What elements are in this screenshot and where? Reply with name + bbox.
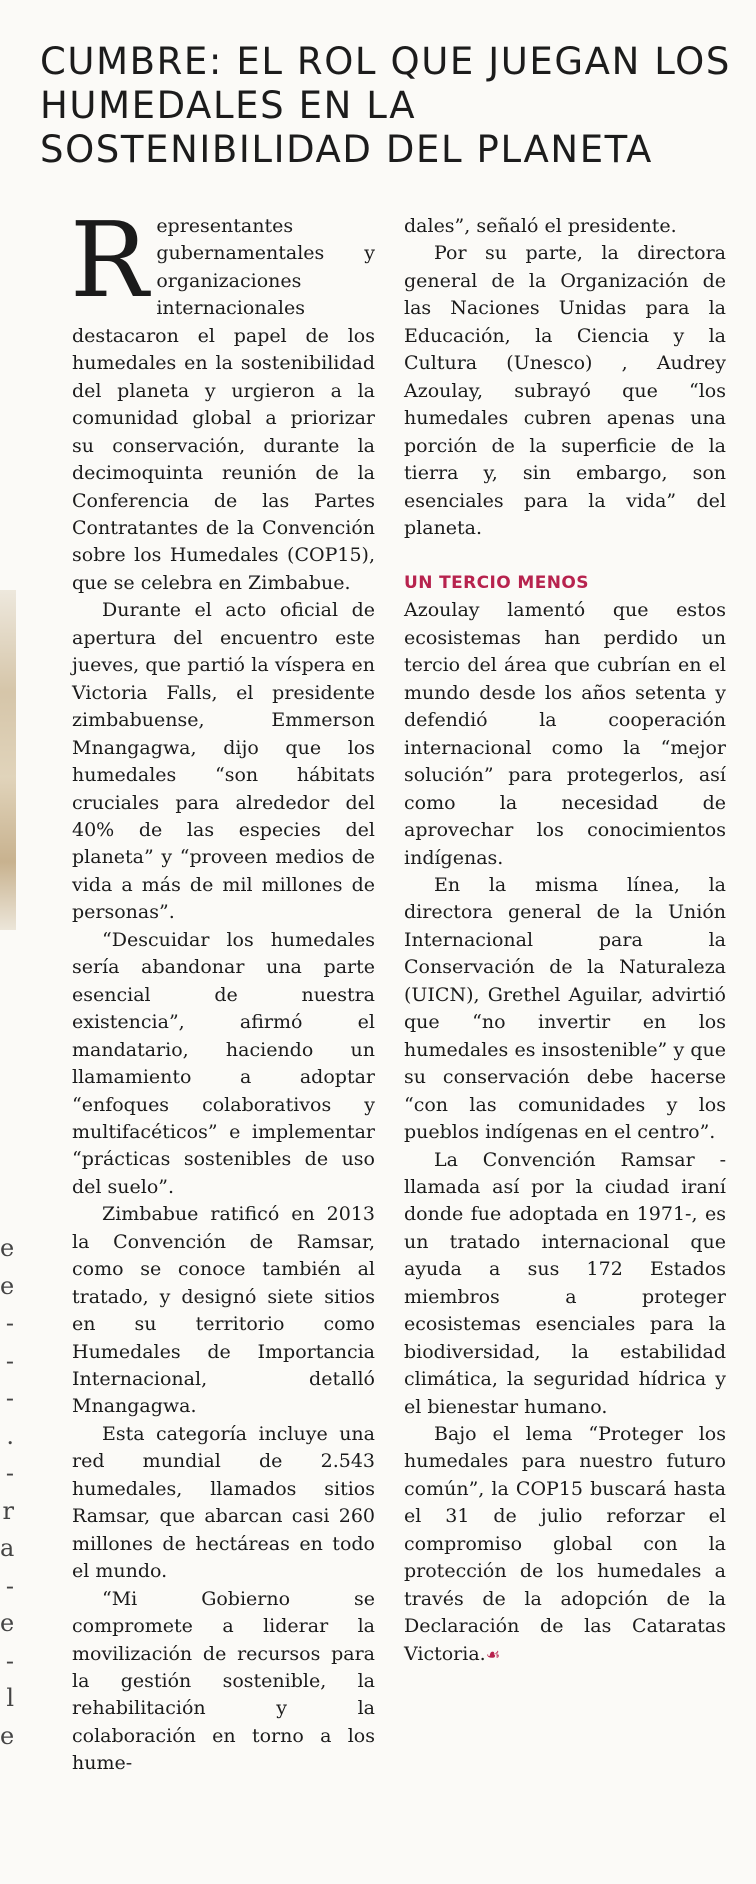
body-paragraph-continued: dales”, señaló el presidente. (404, 215, 677, 237)
edge-fragment: - (5, 1646, 14, 1675)
body-paragraph: Esta categoría incluye una red mundial de 2.543 humedales, llamados sitios Ramsar, que abarcan casi 260 millones de hectáreas en todo el mundo. (72, 1422, 375, 1583)
lead-paragraph-text: epresentantes gubernamentales y organizaciones internacionales destacaron el papel de los humedales en la sostenibilidad del planeta y urgieron a la comunidad global a priorizar su conservación, durante la decimoquinta reunión de la Conferencia de las Partes Contratantes de la Convención sobre los Humedales (COP15), que se celebra en Zimbabue. (72, 215, 375, 594)
edge-fragment: . (6, 1421, 14, 1450)
body-paragraph: Azoulay lamentó que estos ecosistemas han perdido un tercio del área que cubrían en el mundo desde los años setenta y defendió la cooperación internacional como la “mejor solución” para protegerlos, así como la necesidad de aprovechar los conocimientos indígenas. (404, 599, 726, 869)
edge-fragment: e (0, 1234, 15, 1262)
end-mark-icon: ☙ (485, 1644, 501, 1664)
edge-fragment: - (5, 1571, 14, 1600)
edge-fragment: a (0, 1534, 15, 1562)
adjacent-column-edge (0, 0, 20, 1884)
body-paragraph: “Mi Gobierno se compromete a liderar la movilización de recursos para la gestión sostenible, la rehabilitación y la colaboración en torno a los hume- (72, 1587, 375, 1775)
edge-fragment: - (5, 1384, 14, 1412)
section-subhead: UN TERCIO MENOS (404, 573, 589, 594)
body-paragraph: Por su parte, la directora general de la Organización de las Naciones Unidas para la Educación, la Ciencia y la Cultura (Unesco) , Audrey Azoulay, subrayó que “los humedales cubren apenas una porción de la superficie de la tierra y, sin embargo, son esenciales para la vida” del planeta. (404, 242, 726, 539)
article-column-right (404, 213, 726, 1668)
edge-fragment: - (5, 1346, 14, 1375)
body-paragraph: Durante el acto oficial de apertura del encuentro este jueves, que partió la víspera en Victoria Falls, el presidente zimbabuense, Emmerson Mnangagwa, dijo que los humedales “son hábitats cruciales para alrededor del 40% de las especies del planeta” y “proveen medios de vida a más de mil millones de personas”. (72, 599, 375, 924)
adjacent-photo-fragment (0, 590, 16, 930)
article-column-left (70, 199, 375, 1778)
body-paragraph: La Convención Ramsar -llamada así por la ciudad iraní donde fue adoptada en 1971-, es un tratado internacional que ayuda a sus 172 Estados miembros a proteger ecosistemas esenciales para la biodiversidad, la estabilidad climática, la seguridad hídrica y el bienestar humano. (404, 1148, 726, 1418)
drop-cap: R (70, 199, 149, 321)
edge-fragment: e (0, 1271, 15, 1300)
article-headline: CUMBRE: EL ROL QUE JUEGAN LOS HUMEDALES EN LA SOSTENIBILIDAD DEL PLANETA (40, 40, 731, 171)
lead-paragraph (70, 199, 375, 597)
adjacent-text-fragments (0, 1230, 20, 1755)
body-paragraph: En la misma línea, la directora general de la Unión Internacional para la Conservación de la Naturaleza (UICN), Grethel Aguilar, advirtió que “no invertir en los humedales es insostenible” y que su conservación debe hacerse “con las comunidades y los pueblos indígenas en el centro”. (404, 873, 726, 1144)
body-paragraph: “Descuidar los humedales sería abandonar una parte esencial de nuestra existencia”, afirmó el mandatario, haciendo un llamamiento a adoptar “enfoques colaborativos y multifacéticos” e implementar “prácticas sostenibles de uso del suelo”. (72, 928, 375, 1198)
closing-paragraph-text: Bajo el lema “Proteger los humedales para nuestro futuro común”, la COP15 buscará hasta el 31 de julio reforzar el compromiso global con la protección de los humedales a través de la adopción de la Declaración de las Cataratas Victoria. (404, 1423, 726, 1665)
edge-fragment: l (6, 1684, 14, 1712)
edge-fragment: - (5, 1459, 14, 1487)
edge-fragment: r (2, 1496, 14, 1525)
edge-fragment: - (5, 1309, 14, 1337)
edge-fragment: e (0, 1721, 15, 1750)
edge-fragment: e (0, 1609, 15, 1637)
body-paragraph: Zimbabue ratificó en 2013 la Convención de Ramsar, como se conoce también al tratado, y designó siete sitios en su territorio como Humedales de Importancia Internacional, detalló Mnangagwa. (72, 1203, 375, 1418)
closing-paragraph (404, 1421, 726, 1668)
